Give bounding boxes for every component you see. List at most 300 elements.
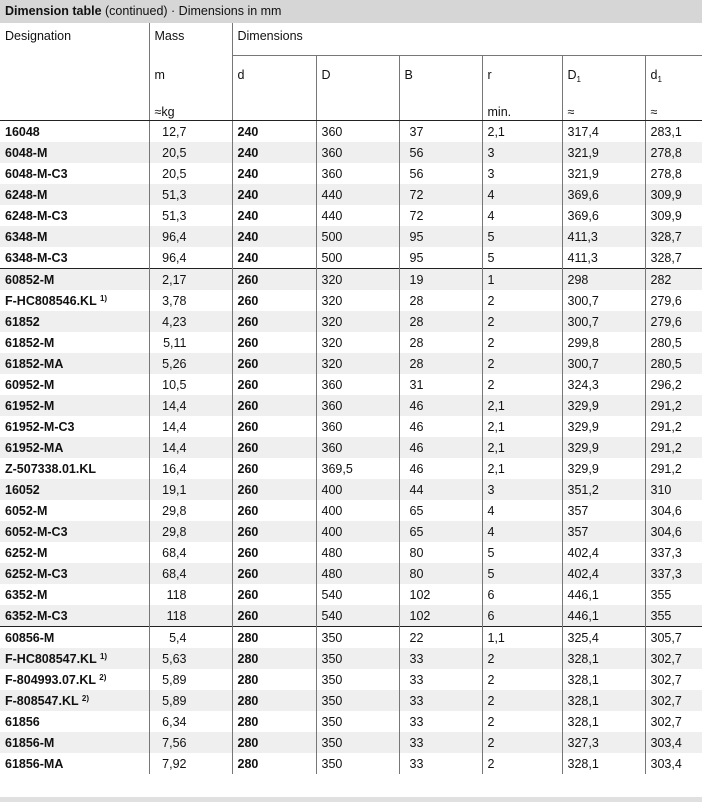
cell-D: 500 xyxy=(316,226,399,247)
cell-d: 240 xyxy=(232,184,316,205)
cell-B: 44 xyxy=(399,479,482,500)
cell-D1: 329,9 xyxy=(562,458,645,479)
cell-d: 240 xyxy=(232,226,316,247)
table-body xyxy=(0,121,702,775)
cell-D: 350 xyxy=(316,627,399,649)
cell-designation xyxy=(0,247,149,269)
cell-d1: 282 xyxy=(645,269,702,291)
cell-d1: 355 xyxy=(645,584,702,605)
cell-D: 480 xyxy=(316,563,399,584)
table-row xyxy=(0,353,702,374)
cell-d1: 309,9 xyxy=(645,184,702,205)
cell-mass: 16,4 xyxy=(149,458,232,479)
cell-B: 65 xyxy=(399,500,482,521)
cell-r: 2 xyxy=(482,374,562,395)
cell-D1: 402,4 xyxy=(562,563,645,584)
cell-d: 260 xyxy=(232,374,316,395)
cell-designation xyxy=(0,226,149,247)
cell-d: 260 xyxy=(232,290,316,311)
cell-mass: 3,78 xyxy=(149,290,232,311)
cell-designation xyxy=(0,542,149,563)
cell-D1: 446,1 xyxy=(562,605,645,627)
cell-D1: 369,6 xyxy=(562,184,645,205)
cell-B: 33 xyxy=(399,753,482,774)
cell-D: 350 xyxy=(316,732,399,753)
cell-mass: 29,8 xyxy=(149,500,232,521)
cell-d: 260 xyxy=(232,458,316,479)
cell-D: 440 xyxy=(316,184,399,205)
cell-d1: 303,4 xyxy=(645,732,702,753)
cell-d: 280 xyxy=(232,753,316,774)
header-d1-unit: ≈ xyxy=(645,101,702,121)
cell-mass: 20,5 xyxy=(149,142,232,163)
cell-D1: 411,3 xyxy=(562,247,645,269)
designation-text: F-HC808547.KL xyxy=(5,651,97,666)
cell-designation xyxy=(0,563,149,584)
designation-text: 6252-M xyxy=(5,545,48,560)
cell-mass: 96,4 xyxy=(149,226,232,247)
cell-D1: 357 xyxy=(562,500,645,521)
footnote-marker: 2) xyxy=(81,693,90,703)
cell-D: 350 xyxy=(316,690,399,711)
cell-designation xyxy=(0,332,149,353)
cell-d: 260 xyxy=(232,332,316,353)
header-B-unit xyxy=(399,101,482,121)
cell-B: 33 xyxy=(399,648,482,669)
cell-B: 56 xyxy=(399,142,482,163)
cell-r: 2 xyxy=(482,648,562,669)
table-row xyxy=(0,205,702,226)
table-end-strip xyxy=(0,797,702,802)
cell-d1: 296,2 xyxy=(645,374,702,395)
cell-D: 350 xyxy=(316,711,399,732)
table-row xyxy=(0,584,702,605)
cell-mass: 96,4 xyxy=(149,247,232,269)
cell-d: 240 xyxy=(232,247,316,269)
cell-D1: 298 xyxy=(562,269,645,291)
cell-D: 350 xyxy=(316,753,399,774)
header-mass-unit: ≈kg xyxy=(149,101,232,121)
table-title-bold: Dimension table xyxy=(5,4,102,18)
cell-B: 31 xyxy=(399,374,482,395)
cell-D: 350 xyxy=(316,669,399,690)
cell-d1: 302,7 xyxy=(645,648,702,669)
designation-text: 16052 xyxy=(5,482,40,497)
table-row xyxy=(0,458,702,479)
cell-designation xyxy=(0,732,149,753)
cell-r: 2 xyxy=(482,732,562,753)
cell-d: 260 xyxy=(232,437,316,458)
cell-d: 280 xyxy=(232,669,316,690)
table-row xyxy=(0,753,702,774)
footnote-marker: 1) xyxy=(99,293,108,303)
cell-mass: 68,4 xyxy=(149,563,232,584)
cell-D1: 328,1 xyxy=(562,690,645,711)
header-r-unit: min. xyxy=(482,101,562,121)
table-row xyxy=(0,311,702,332)
cell-B: 72 xyxy=(399,205,482,226)
table-title xyxy=(0,0,702,23)
designation-text: 6252-M-C3 xyxy=(5,566,68,581)
table-row xyxy=(0,563,702,584)
table-row xyxy=(0,437,702,458)
cell-D1: 357 xyxy=(562,521,645,542)
cell-d1: 280,5 xyxy=(645,353,702,374)
cell-d: 280 xyxy=(232,711,316,732)
cell-designation xyxy=(0,584,149,605)
cell-d1: 291,2 xyxy=(645,458,702,479)
header-D1-sub: 1 xyxy=(576,75,581,84)
table-row xyxy=(0,627,702,649)
cell-D: 360 xyxy=(316,416,399,437)
cell-r: 3 xyxy=(482,163,562,184)
designation-text: 6348-M xyxy=(5,229,48,244)
cell-D: 360 xyxy=(316,163,399,184)
cell-r: 2 xyxy=(482,690,562,711)
cell-B: 19 xyxy=(399,269,482,291)
cell-mass: 118 xyxy=(149,605,232,627)
cell-mass: 68,4 xyxy=(149,542,232,563)
header-d-unit xyxy=(232,101,316,121)
cell-D1: 328,1 xyxy=(562,669,645,690)
cell-D1: 325,4 xyxy=(562,627,645,649)
header-D: D xyxy=(316,56,399,102)
cell-r: 5 xyxy=(482,226,562,247)
header-B: B xyxy=(399,56,482,102)
cell-designation xyxy=(0,374,149,395)
cell-designation xyxy=(0,311,149,332)
cell-D1: 327,3 xyxy=(562,732,645,753)
cell-D1: 317,4 xyxy=(562,121,645,143)
cell-D1: 369,6 xyxy=(562,205,645,226)
cell-r: 3 xyxy=(482,479,562,500)
designation-text: 61952-M xyxy=(5,398,55,413)
cell-B: 28 xyxy=(399,332,482,353)
cell-mass: 5,4 xyxy=(149,627,232,649)
header-D1-letter: D xyxy=(567,68,577,82)
designation-text: 61852-M xyxy=(5,335,55,350)
cell-B: 102 xyxy=(399,584,482,605)
header-d1-sub: 1 xyxy=(657,75,662,84)
table-row xyxy=(0,226,702,247)
cell-d1: 302,7 xyxy=(645,711,702,732)
cell-d1: 310 xyxy=(645,479,702,500)
cell-mass: 5,89 xyxy=(149,669,232,690)
cell-designation xyxy=(0,500,149,521)
cell-r: 5 xyxy=(482,542,562,563)
cell-mass: 5,63 xyxy=(149,648,232,669)
cell-d: 260 xyxy=(232,416,316,437)
footnote-marker: 1) xyxy=(99,651,108,661)
cell-d: 260 xyxy=(232,542,316,563)
cell-mass: 7,56 xyxy=(149,732,232,753)
cell-mass: 5,89 xyxy=(149,690,232,711)
cell-mass: 51,3 xyxy=(149,205,232,226)
designation-text: 61852 xyxy=(5,314,40,329)
table-row xyxy=(0,669,702,690)
designation-text: F-808547.KL xyxy=(5,693,79,708)
cell-designation xyxy=(0,269,149,291)
cell-B: 46 xyxy=(399,437,482,458)
cell-B: 28 xyxy=(399,311,482,332)
designation-text: 60852-M xyxy=(5,272,55,287)
cell-B: 28 xyxy=(399,353,482,374)
designation-text: 61856-MA xyxy=(5,756,64,771)
cell-designation xyxy=(0,184,149,205)
cell-D1: 324,3 xyxy=(562,374,645,395)
cell-D: 540 xyxy=(316,605,399,627)
cell-B: 33 xyxy=(399,669,482,690)
cell-designation xyxy=(0,416,149,437)
table-row xyxy=(0,500,702,521)
cell-B: 33 xyxy=(399,690,482,711)
cell-D: 320 xyxy=(316,290,399,311)
cell-B: 56 xyxy=(399,163,482,184)
cell-D: 440 xyxy=(316,205,399,226)
cell-d: 260 xyxy=(232,584,316,605)
table-row xyxy=(0,332,702,353)
cell-d: 260 xyxy=(232,605,316,627)
cell-r: 2 xyxy=(482,290,562,311)
cell-d: 280 xyxy=(232,648,316,669)
cell-r: 2 xyxy=(482,311,562,332)
cell-d: 260 xyxy=(232,311,316,332)
header-d: d xyxy=(232,56,316,102)
cell-designation xyxy=(0,121,149,143)
table-header xyxy=(0,23,702,121)
cell-designation xyxy=(0,521,149,542)
table-row xyxy=(0,521,702,542)
header-mass-symbol: m xyxy=(149,56,232,102)
cell-B: 28 xyxy=(399,290,482,311)
cell-mass: 10,5 xyxy=(149,374,232,395)
cell-B: 46 xyxy=(399,416,482,437)
cell-d: 240 xyxy=(232,163,316,184)
header-mass: Mass xyxy=(149,23,232,56)
designation-text: 61952-M-C3 xyxy=(5,419,75,434)
cell-designation xyxy=(0,142,149,163)
cell-B: 46 xyxy=(399,395,482,416)
cell-mass: 5,11 xyxy=(149,332,232,353)
table-row xyxy=(0,290,702,311)
cell-d: 240 xyxy=(232,121,316,143)
cell-designation xyxy=(0,605,149,627)
cell-B: 80 xyxy=(399,542,482,563)
cell-d1: 278,8 xyxy=(645,163,702,184)
cell-r: 1,1 xyxy=(482,627,562,649)
table-row xyxy=(0,732,702,753)
cell-d1: 304,6 xyxy=(645,500,702,521)
cell-D: 369,5 xyxy=(316,458,399,479)
table-row xyxy=(0,121,702,143)
cell-D1: 300,7 xyxy=(562,290,645,311)
header-designation: Designation xyxy=(5,29,72,43)
cell-D1: 328,1 xyxy=(562,711,645,732)
cell-d1: 279,6 xyxy=(645,290,702,311)
table-row xyxy=(0,711,702,732)
cell-d: 240 xyxy=(232,205,316,226)
designation-text: 6052-M-C3 xyxy=(5,524,68,539)
cell-B: 33 xyxy=(399,732,482,753)
designation-text: 6348-M-C3 xyxy=(5,250,68,265)
cell-mass: 51,3 xyxy=(149,184,232,205)
cell-r: 2,1 xyxy=(482,121,562,143)
cell-D: 400 xyxy=(316,500,399,521)
table-row xyxy=(0,542,702,563)
cell-r: 4 xyxy=(482,500,562,521)
cell-D: 400 xyxy=(316,521,399,542)
cell-D: 360 xyxy=(316,395,399,416)
cell-d: 260 xyxy=(232,521,316,542)
cell-r: 5 xyxy=(482,247,562,269)
cell-B: 102 xyxy=(399,605,482,627)
cell-D: 360 xyxy=(316,374,399,395)
cell-designation xyxy=(0,395,149,416)
cell-designation xyxy=(0,458,149,479)
designation-text: F-HC808546.KL xyxy=(5,293,97,308)
footnote-marker: 2) xyxy=(99,672,107,682)
designation-text: 16048 xyxy=(5,124,40,139)
cell-r: 6 xyxy=(482,605,562,627)
cell-d1: 328,7 xyxy=(645,226,702,247)
cell-D1: 446,1 xyxy=(562,584,645,605)
cell-B: 37 xyxy=(399,121,482,143)
table-row xyxy=(0,395,702,416)
cell-designation xyxy=(0,627,149,649)
cell-r: 2,1 xyxy=(482,437,562,458)
table-row xyxy=(0,648,702,669)
header-D-unit xyxy=(316,101,399,121)
cell-mass: 12,7 xyxy=(149,121,232,143)
cell-d1: 303,4 xyxy=(645,753,702,774)
cell-designation xyxy=(0,711,149,732)
header-dimensions: Dimensions xyxy=(232,23,702,56)
cell-D: 360 xyxy=(316,142,399,163)
cell-d: 260 xyxy=(232,500,316,521)
cell-B: 95 xyxy=(399,226,482,247)
cell-d: 280 xyxy=(232,690,316,711)
cell-d1: 337,3 xyxy=(645,563,702,584)
header-D1 xyxy=(562,56,645,102)
cell-d1: 304,6 xyxy=(645,521,702,542)
designation-text: 6052-M xyxy=(5,503,48,518)
cell-designation xyxy=(0,690,149,711)
designation-text: 6248-M xyxy=(5,187,48,202)
cell-mass: 29,8 xyxy=(149,521,232,542)
cell-D: 500 xyxy=(316,247,399,269)
cell-r: 3 xyxy=(482,142,562,163)
designation-text: 61852-MA xyxy=(5,356,64,371)
cell-r: 2,1 xyxy=(482,458,562,479)
cell-B: 80 xyxy=(399,563,482,584)
cell-r: 2,1 xyxy=(482,416,562,437)
cell-r: 2 xyxy=(482,332,562,353)
cell-designation xyxy=(0,648,149,669)
designation-text: 6248-M-C3 xyxy=(5,208,68,223)
cell-designation xyxy=(0,163,149,184)
cell-r: 6 xyxy=(482,584,562,605)
cell-d: 240 xyxy=(232,142,316,163)
cell-designation xyxy=(0,205,149,226)
cell-d1: 279,6 xyxy=(645,311,702,332)
cell-mass: 4,23 xyxy=(149,311,232,332)
cell-D: 320 xyxy=(316,353,399,374)
cell-r: 2 xyxy=(482,353,562,374)
cell-r: 4 xyxy=(482,521,562,542)
cell-designation xyxy=(0,753,149,774)
cell-r: 2 xyxy=(482,753,562,774)
cell-d: 260 xyxy=(232,479,316,500)
cell-D1: 321,9 xyxy=(562,163,645,184)
cell-D1: 328,1 xyxy=(562,648,645,669)
cell-d1: 291,2 xyxy=(645,437,702,458)
cell-mass: 14,4 xyxy=(149,395,232,416)
cell-r: 2 xyxy=(482,711,562,732)
cell-d1: 283,1 xyxy=(645,121,702,143)
cell-B: 72 xyxy=(399,184,482,205)
cell-d1: 302,7 xyxy=(645,690,702,711)
cell-designation xyxy=(0,479,149,500)
cell-d: 260 xyxy=(232,563,316,584)
designation-text: 61856-M xyxy=(5,735,55,750)
cell-D: 540 xyxy=(316,584,399,605)
designation-text: 6352-M-C3 xyxy=(5,608,68,623)
cell-B: 33 xyxy=(399,711,482,732)
cell-D1: 329,9 xyxy=(562,416,645,437)
table-row xyxy=(0,479,702,500)
table-row xyxy=(0,163,702,184)
cell-D1: 328,1 xyxy=(562,753,645,774)
header-d1 xyxy=(645,56,702,102)
cell-D: 320 xyxy=(316,269,399,291)
cell-d1: 337,3 xyxy=(645,542,702,563)
cell-r: 4 xyxy=(482,205,562,226)
cell-d: 260 xyxy=(232,269,316,291)
cell-D1: 411,3 xyxy=(562,226,645,247)
cell-d1: 302,7 xyxy=(645,669,702,690)
cell-d1: 309,9 xyxy=(645,205,702,226)
cell-d1: 328,7 xyxy=(645,247,702,269)
designation-text: 60856-M xyxy=(5,630,55,645)
cell-D1: 329,9 xyxy=(562,395,645,416)
cell-d1: 305,7 xyxy=(645,627,702,649)
cell-D: 320 xyxy=(316,332,399,353)
cell-mass: 118 xyxy=(149,584,232,605)
cell-D: 480 xyxy=(316,542,399,563)
cell-D: 350 xyxy=(316,648,399,669)
table-row xyxy=(0,416,702,437)
cell-D1: 299,8 xyxy=(562,332,645,353)
cell-B: 22 xyxy=(399,627,482,649)
cell-D1: 351,2 xyxy=(562,479,645,500)
designation-text: F-804993.07.KL xyxy=(5,672,96,687)
table-row xyxy=(0,142,702,163)
cell-B: 95 xyxy=(399,247,482,269)
cell-D1: 300,7 xyxy=(562,353,645,374)
cell-D: 400 xyxy=(316,479,399,500)
cell-mass: 6,34 xyxy=(149,711,232,732)
dimension-table xyxy=(0,23,702,774)
designation-text: 6352-M xyxy=(5,587,48,602)
cell-mass: 20,5 xyxy=(149,163,232,184)
cell-mass: 7,92 xyxy=(149,753,232,774)
designation-text: 6048-M-C3 xyxy=(5,166,68,181)
header-d1-letter: d xyxy=(650,68,658,82)
cell-d: 280 xyxy=(232,627,316,649)
cell-d: 260 xyxy=(232,353,316,374)
table-row xyxy=(0,690,702,711)
table-title-rest: (continued) · Dimensions in mm xyxy=(101,4,282,18)
